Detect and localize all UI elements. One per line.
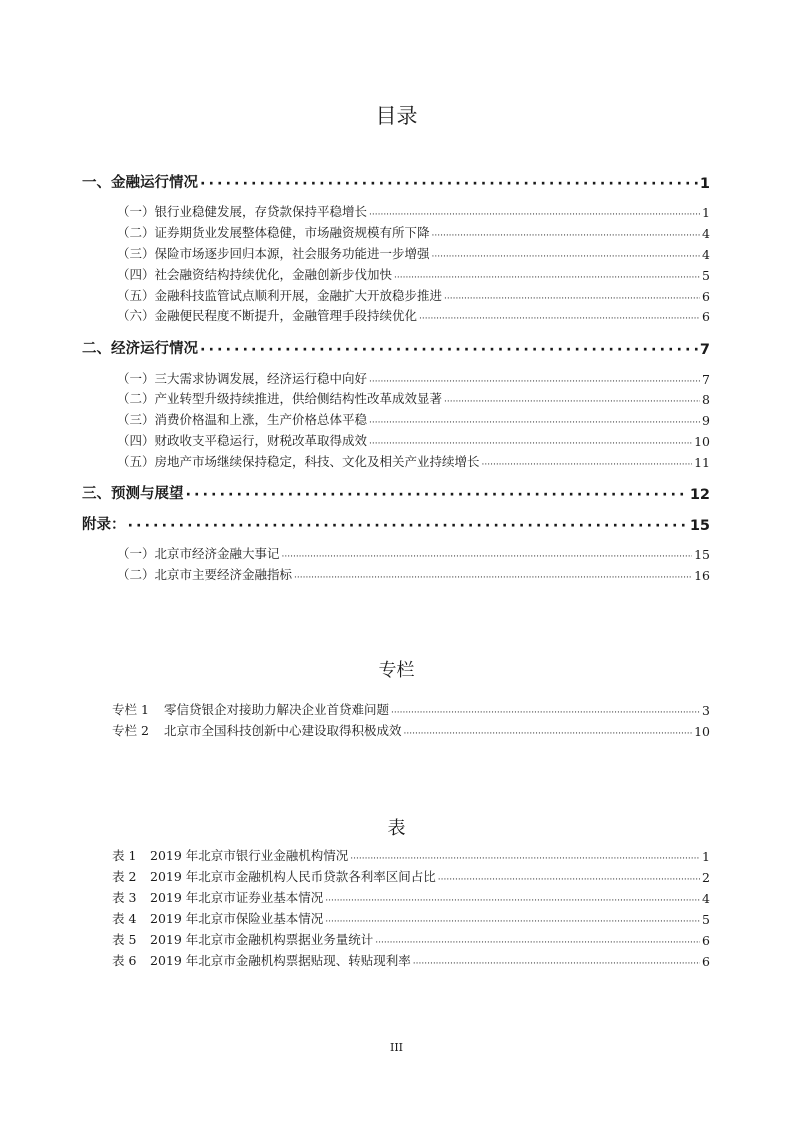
toc-page-number: 10 [694,434,710,449]
toc-page-number: 9 [702,413,710,428]
toc-entry-appendix[interactable] [82,512,710,534]
toc-page-number: 5 [702,268,710,283]
toc-entry-label: （三）消费价格温和上涨，生产价格总体平稳 [117,412,368,427]
leader-dots [404,729,693,739]
column-entry-prefix: 专栏 1 [112,702,149,717]
toc-entry-label: （一）北京市经济金融大事记 [117,546,280,561]
toc-entry-label: （二）产业转型升级持续推进，供给侧结构性改革成效显著 [117,391,443,406]
toc-page-number: 8 [702,392,710,407]
column-entry[interactable] [112,700,710,718]
leader-dots [294,573,692,583]
toc-page-number: 6 [702,933,710,948]
toc-entry-label: （四）财政收支平稳运行，财税改革取得成效 [117,433,368,448]
toc-entry[interactable] [117,431,710,449]
table-entry[interactable] [112,846,710,864]
table-entry-prefix: 表 2 [112,869,137,884]
leader-dots [438,875,700,885]
table-entry[interactable] [112,867,710,885]
toc-page-number: 3 [702,703,710,718]
toc-entry[interactable] [117,389,710,407]
toc-entry-label: 二、经济运行情况 [82,341,198,357]
leader-dots [432,252,701,262]
leader-dots [444,294,700,304]
leader-dots [200,342,698,358]
leader-dots [325,917,700,927]
toc-entry[interactable] [117,306,710,324]
toc-entry-label: （五）金融科技监管试点顺利开展，金融扩大开放稳步推进 [117,288,443,303]
table-entry-text [112,930,373,948]
leader-dots [375,938,700,948]
table-entry-label: 2019 年北京市保险业基本情况 [150,911,324,926]
toc-page-number: 1 [702,205,710,220]
column-entry-prefix: 专栏 2 [112,723,149,738]
table-entry-label: 2019 年北京市证券业基本情况 [150,890,324,905]
table-entry-prefix: 表 3 [112,890,137,905]
toc-entry[interactable] [117,410,710,428]
table-entry-text [112,909,323,927]
toc-entry-label: （三）保险市场逐步回归本源，社会服务功能进一步增强 [117,246,430,261]
table-entry-prefix: 表 5 [112,932,137,947]
page-title: 目录 [375,104,418,128]
table-entry[interactable] [112,951,710,969]
leader-dots [350,854,700,864]
table-entry-text [112,867,436,885]
toc-entry-label: 一、金融运行情况 [82,175,198,191]
toc-page-number: 11 [694,455,710,470]
leader-dots [369,418,700,428]
toc-entry-label: （二）北京市主要经济金融指标 [117,567,293,582]
toc-entry[interactable] [117,223,710,241]
toc-entry-label: （一）银行业稳健发展，存贷款保持平稳增长 [117,204,368,219]
table-entry-label: 2019 年北京市金融机构票据业务量统计 [150,932,374,947]
table-entry[interactable] [112,909,710,927]
table-entry-prefix: 表 6 [112,953,137,968]
toc-page-number: 7 [699,342,710,358]
toc-entry-label: 附录： [82,517,126,533]
toc-page-number: 1 [699,176,710,192]
column-entry-label: 北京市全国科技创新中心建设取得积极成效 [164,723,402,738]
toc-page-number: 1 [702,849,710,864]
footer-page-number: III [389,1041,404,1054]
leader-dots [369,439,692,449]
tables-heading: 表 [387,818,406,839]
toc-page-number: 15 [694,547,710,562]
toc-page-number: 5 [702,912,710,927]
table-entry[interactable] [112,930,710,948]
leader-dots [413,959,700,969]
column-entry-text [112,700,389,718]
table-entry-label: 2019 年北京市银行业金融机构情况 [150,848,349,863]
toc-entry[interactable] [117,369,710,387]
toc-page-number: 16 [694,568,710,583]
toc-entry-label: 三、预测与展望 [82,486,184,502]
leader-dots [200,176,698,192]
toc-entry-label: （四）社会融资结构持续优化，金融创新步伐加快 [117,267,393,282]
toc-page-number: 4 [702,226,710,241]
leader-dots [282,552,693,562]
toc-entry-label: （五）房地产市场继续保持稳定，科技、文化及相关产业持续增长 [117,454,480,469]
toc-page-number: 6 [702,309,710,324]
leader-dots [369,210,700,220]
toc-entry-section-1[interactable] [82,170,710,192]
toc-entry[interactable] [117,202,710,220]
toc-entry[interactable] [117,544,710,562]
leader-dots [325,896,700,906]
leader-dots [128,518,688,534]
leader-dots [444,397,700,407]
table-entry-text [112,846,348,864]
toc-entry-label: （一）三大需求协调发展，经济运行稳中向好 [117,371,368,386]
table-entry-label: 2019 年北京市金融机构票据贴现、转贴现利率 [150,953,411,968]
toc-entry-section-2[interactable] [82,336,710,358]
table-entry-prefix: 表 4 [112,911,137,926]
leader-dots [394,273,700,283]
column-entry[interactable] [112,721,710,739]
table-entry-label: 2019 年北京市金融机构人民币贷款各利率区间占比 [150,869,436,884]
toc-entry-label: （六）金融便民程度不断提升，金融管理手段持续优化 [117,308,418,323]
leader-dots [482,460,693,470]
toc-page-number: 4 [702,891,710,906]
toc-entry[interactable] [117,565,710,583]
toc-entry[interactable] [117,244,710,262]
toc-page-number: 12 [689,487,710,503]
toc-entry[interactable] [117,452,710,470]
table-entry-prefix: 表 1 [112,848,137,863]
toc-entry-section-3[interactable] [82,481,710,503]
leader-dots [391,708,700,718]
toc-page-number: 6 [702,289,710,304]
table-entry[interactable] [112,888,710,906]
toc-page-number: 10 [694,724,710,739]
leader-dots [186,487,688,503]
column-entry-text [112,721,402,739]
leader-dots [369,377,700,387]
column-entry-label: 零信贷银企对接助力解决企业首贷难问题 [164,702,390,717]
table-entry-text [112,888,323,906]
toc-entry[interactable] [117,265,710,283]
toc-page-number: 7 [702,372,710,387]
toc-page-number: 6 [702,954,710,969]
table-entry-text [112,951,411,969]
toc-entry-label: （二）证券期货业发展整体稳健，市场融资规模有所下降 [117,225,430,240]
toc-page-number: 4 [702,247,710,262]
toc-page-number: 15 [689,518,710,534]
toc-entry[interactable] [117,286,710,304]
leader-dots [432,231,701,241]
toc-page-number: 2 [702,870,710,885]
leader-dots [419,314,700,324]
columns-heading: 专栏 [378,660,415,681]
